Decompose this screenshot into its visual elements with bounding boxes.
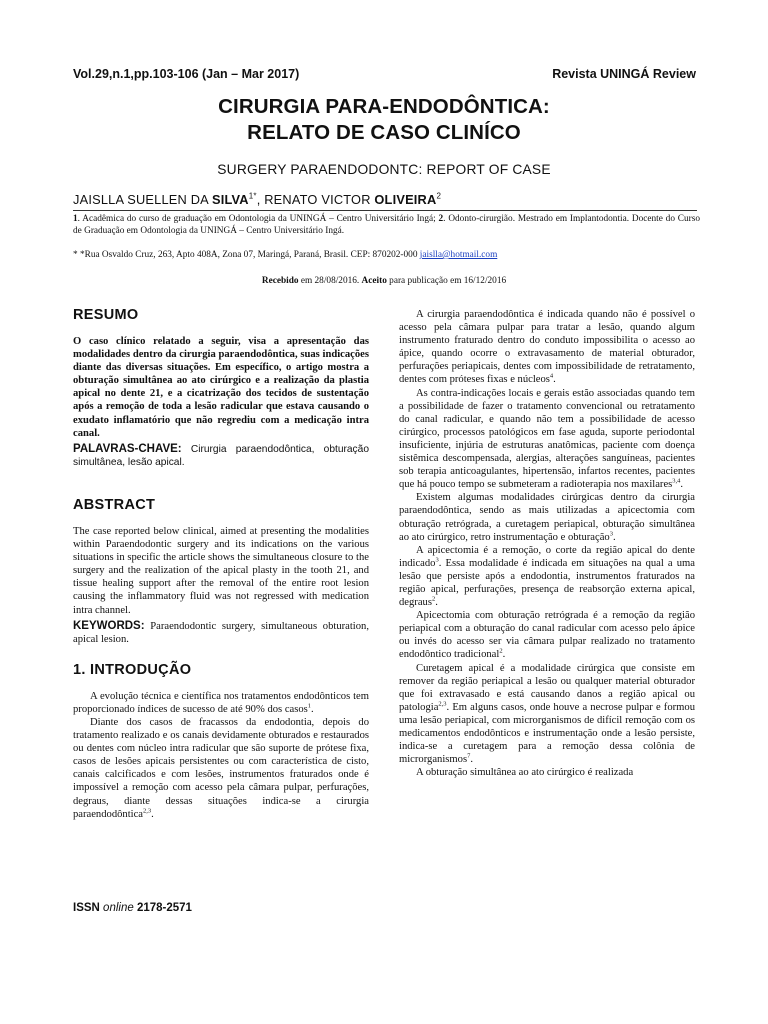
keywords xyxy=(73,620,369,646)
r3-ref: 3 xyxy=(609,530,613,538)
received-label: Recebido xyxy=(261,276,299,286)
accepted-date: para publicação em 16/12/2016 xyxy=(386,276,507,286)
author-2-surname: OLIVEIRA xyxy=(374,192,437,207)
r6-text: Curetagem apical é a modalidade cirúrgica que consiste em remover da região periapical a lesão ou qualquer material obturador que foi extravasado e está causando danos a região apical ou patologia xyxy=(399,662,695,713)
intro-p1-text: A evolução técnica e científica nos tratamentos endodônticos tem proporcionado índices de sucesso de até 90% dos casos xyxy=(73,690,369,715)
right-paragraph-5 xyxy=(399,609,695,661)
right-paragraph-3 xyxy=(399,491,695,543)
palavras-chave xyxy=(73,443,369,469)
r6-mid: . Em alguns casos, onde houve a necrose pulpar e formou uma lesão periapical, com microrganismos de difícil remoção com os medicamentos endodônticos e instrumentação onde a lesão persiste, indica-se a curetagem para a remoção dessa colônia de microrganismos xyxy=(399,701,695,766)
r6-end: . xyxy=(470,754,473,766)
r3-text: Existem algumas modalidades cirúrgicas dentro da cirurgia paraendodôntica, sendo as mais utilizadas a apicectomia com obturação retrógrada, a curetagem periapical, obturação simultânea ao ato cirúrgico, retro instrumentação e obturação xyxy=(399,492,695,543)
r2-text: As contra-indicações locais e gerais estão associadas quando tem a possibilidade de fazer o tratamento convencional ou retratamento do canal radicular, e quando não tem a possibilidade de acesso cirúrgico, processos patológicos em fase aguda, suporte periodontal insuficiente, injúria de estruturas anatômicas, paciente com doença sistêmica descompensada, alergias, alterações sanguíneas, pacientes sob terapia anticoagulantes, hipertensão, infartos recentes, pacientes que há pouco tempo se submeteram a radioterapia nos maxilares xyxy=(399,387,695,491)
article-title xyxy=(73,94,695,146)
author-separator: , xyxy=(256,192,265,207)
palavras-chave-text: Cirurgia paraendodôntica, obturação simultânea, lesão apical. xyxy=(73,443,369,468)
address-text: * *Rua Osvaldo Cruz, 263, Apto 408A, Zona 07, Maringá, Paraná, Brasil. CEP: 870202-000 xyxy=(73,250,420,260)
palavras-chave-label: PALAVRAS-CHAVE: xyxy=(73,442,182,455)
r5-end: . xyxy=(502,649,506,661)
intro-heading: 1. INTRODUÇÃO xyxy=(73,661,192,678)
author-list xyxy=(73,192,441,207)
affiliations xyxy=(73,214,700,237)
r2-ref: 3,4 xyxy=(672,477,681,485)
r1-ref: 4 xyxy=(549,372,554,380)
affil-text-1: . Acadêmica do curso de graduação em Odontologia da UNINGÁ – Centro Universitário Ingá; xyxy=(77,214,439,224)
header-rule xyxy=(73,210,697,211)
keywords-text: Paraendodontic surgery, simultaneous obturation, apical lesion. xyxy=(73,620,369,645)
issn-online: online xyxy=(103,902,134,914)
journal-name: Revista UNINGÁ Review xyxy=(552,67,696,81)
r4-ref-2: 2 xyxy=(431,595,436,603)
r4-mid: . Essa modalidade é indicada em situações na qual a uma lesão que persiste após a endodontia, instrumentos fraturados na região apical, perfurações, presença de reabsorção externa apical, degraus xyxy=(399,557,695,609)
r1-end: . xyxy=(553,374,556,386)
r4-end: . xyxy=(435,597,438,609)
abstract-heading: ABSTRACT xyxy=(73,496,156,513)
r3-end: . xyxy=(612,531,616,543)
keywords-label: KEYWORDS: xyxy=(73,619,145,632)
author-1-sup: 1* xyxy=(248,191,257,201)
right-paragraph-4 xyxy=(399,544,695,609)
right-paragraph-2 xyxy=(399,387,695,492)
issn-number: 2178-2571 xyxy=(133,902,192,914)
author-2-sup: 2 xyxy=(436,191,442,201)
intro-p2-ref: 2,3 xyxy=(143,807,152,815)
corresponding-address xyxy=(73,250,497,260)
left-column xyxy=(73,300,369,821)
author-1-given: JAISLLA SUELLEN DA xyxy=(73,192,212,207)
intro-p2-end: . xyxy=(151,808,154,820)
r6-ref: 2,3 xyxy=(438,700,447,708)
r5-text: Apicectomia com obturação retrógrada é a remoção da região periapical com a obturação do canal radicular com acesso pelo ápice ou invés do acesso ser via câmara pulpar realizado no tratamento endodôntico tradicional xyxy=(399,610,695,661)
intro-p2-text: Diante dos casos de fracassos da endodontia, depois do tratamento realizado e os canais devidamente obturados e restaurados ou dentes com núcleo intra radicular que são suporte de prótese fixa, casos de lesões apicais persistentes ou com característica de cisto, canais calcificados e com lesões, instrumentos fraturados onde é impossível a remoção com acesso pela câmara pulpar, perfurações, degraus, diante dessas situações indica-se a cirurgia paraendodôntica xyxy=(73,716,369,820)
r2-end: . xyxy=(680,479,684,491)
issn-label: ISSN xyxy=(73,902,104,914)
author-1-surname: SILVA xyxy=(211,192,249,207)
email-link[interactable]: jaislla@hotmail.com xyxy=(419,250,498,260)
right-paragraph-1 xyxy=(399,308,695,387)
affil-text-2: . Odonto-cirurgião. Mestrado em Implantodontia. Docente do Curso de Graduação em Odontologia da UNINGÁ – Centro Universitário Ingá. xyxy=(73,214,700,236)
right-paragraph-7: A obturação simultânea ao ato cirúrgico é realizada xyxy=(416,767,634,779)
r5-ref: 2 xyxy=(499,647,503,655)
resumo-body: O caso clínico relatado a seguir, visa a apresentação das modalidades dentro da cirurgia paraendodôntica, suas indicações diante das diversas situações. Em específico, o artigo mostra a obturação simultânea ao ato cirúrgico e a realização da plastia apical no dente 21, e a cicatrização dos tecidos de sustentação após a remoção de toda a lesão radicular que estava causando o exudato inflamatório que não regrediu com a medicação intra canal. xyxy=(73,336,369,439)
volume-info: Vol.29,n.1,pp.103-106 (Jan – Mar 2017) xyxy=(73,67,300,81)
right-paragraph-6 xyxy=(399,662,695,767)
article-subtitle: SURGERY PARAENDODONTC: REPORT OF CASE xyxy=(217,162,551,177)
accepted-label: Aceito xyxy=(361,276,387,286)
title-line-1: CIRURGIA PARA-ENDODÔNTICA: xyxy=(218,95,550,118)
title-line-2: RELATO DE CASO CLINÍCO xyxy=(247,121,521,144)
right-column xyxy=(399,308,695,779)
r4-text: A apicectomia é a remoção, o corte da região apical do dente indicado xyxy=(399,544,695,569)
received-date: em 28/08/2016. xyxy=(298,276,362,286)
abstract-body: The case reported below clinical, aimed at presenting the modalities within Paraendodontic surgery and its indications on the various situations in specific the article shows the simultaneous closure to the surgery and the realization of the apical plasty in the tooth 21, and tissue healing support after the removal of the entire root lesion causing the inflammatory fluid was not regressed with medication intra channel. xyxy=(73,525,369,616)
r6-ref-2: 7 xyxy=(467,752,471,760)
intro-p1-end: . xyxy=(311,703,314,715)
author-2-given: RENATO VICTOR xyxy=(264,192,375,207)
issn-footer xyxy=(73,902,192,914)
affil-number-1: 1 xyxy=(73,214,78,224)
received-dates xyxy=(73,276,695,286)
r4-ref: 3 xyxy=(435,556,439,564)
resumo-heading: RESUMO xyxy=(73,307,139,323)
r1-text: A cirurgia paraendodôntica é indicada quando não é possível o acesso pela câmara pulpar para tratar a lesão, quando algum instrumento fraturado dentro do conduto impossibilita o acesso ao ápice, quando ocorre o extravasamento de material obturador, perfurações periapicais, dentes com impossibilidade de retratamento, dentes com próteses fixas e núcleos xyxy=(399,309,695,386)
intro-p1-ref: 1 xyxy=(307,702,312,710)
affil-number-2: 2 xyxy=(438,214,444,224)
intro-paragraph-2 xyxy=(73,716,369,821)
intro-paragraph-1 xyxy=(73,690,369,716)
